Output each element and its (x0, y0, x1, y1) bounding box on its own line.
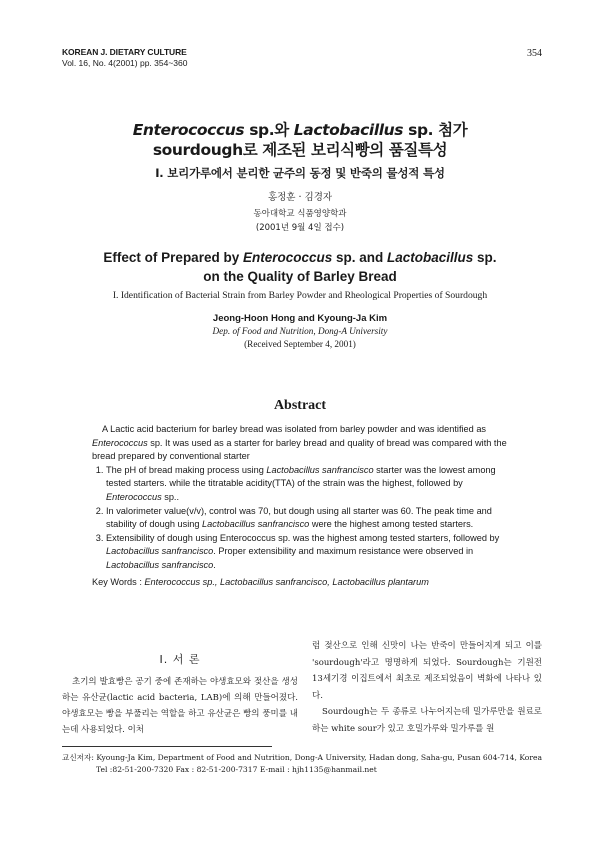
korean-title-text-1: sp.와 (244, 121, 294, 139)
journal-volume: Vol. 16, No. 4(2001) pp. 354~360 (62, 58, 188, 68)
body-left-column (62, 652, 298, 738)
abstract-heading: Abstract (273, 398, 327, 413)
korean-authors: 홍정훈 · 김경자 (267, 192, 333, 203)
body-right-column (312, 638, 542, 737)
english-title-text-1: Effect of Prepared by (103, 250, 243, 265)
english-title-genus-1: Enterococcus (242, 250, 333, 265)
footnote-line-2: Tel :82-51-200-7320 Fax : 82-51-200-7317 E-mail : hjh1135@hanmail.net (96, 765, 377, 774)
finding-2-text-2: were the highest among tested starters. (309, 519, 474, 530)
finding-3-text-1: Extensibility of dough using Enterococcus sp. was the highest among tested starters, followed by (106, 532, 500, 543)
keywords-label: Key Words : (92, 576, 145, 587)
finding-3-species-1: Lactobacillus sanfrancisco (106, 546, 214, 557)
abstract-intro-text-2: sp. It was used as a starter for barley bread and quality of bread was compared with the bread prepared by conventional starter (92, 437, 507, 462)
finding-2-species: Lactobacillus sanfrancisco (202, 519, 310, 530)
finding-3-text-3: . (213, 559, 216, 570)
finding-1-genus: Enterococcus (106, 491, 162, 502)
korean-title-genus-2: Lactobacillus (293, 121, 404, 139)
korean-subtitle: I. 보리가루에서 분리한 균주의 동정 및 반죽의 물성적 특성 (155, 166, 445, 180)
abstract-findings-list (92, 464, 512, 573)
english-title-genus-2: Lactobacillus (387, 250, 474, 265)
keywords (92, 576, 512, 590)
abstract-intro (92, 423, 512, 464)
korean-title-line-2: sourdough로 제조된 보리식빵의 품질특성 (152, 141, 448, 159)
english-title (0, 248, 600, 286)
english-received-date: (Received September 4, 2001) (244, 339, 356, 349)
footnote-line-1: 교신저자: Kyoung-Ja Kim, Department of Food and Nutrition, Dong-A University, Hadan dong, Saha-gu, Pusan 604-714, Korea (62, 753, 543, 762)
abstract-intro-text-1: A Lactic acid bacterium for barley bread was isolated from barley powder and was identified as (102, 424, 487, 434)
abstract-body (92, 423, 512, 589)
corresponding-author-footnote (62, 752, 542, 776)
korean-title-text-2: sp. 첨가 (403, 121, 468, 139)
finding-1-text-2: starter was the lowest among tested starters. while the titratable acidity(TTA) of the strain was the highest, followed by (106, 464, 496, 489)
korean-title-genus-1: Enterococcus (132, 121, 245, 139)
keywords-list: Enterococcus sp., Lactobacillus sanfrancisco, Lactobacillus plantarum (144, 576, 429, 587)
finding-1-text-1: The pH of bread making process using (106, 464, 267, 475)
intro-paragraph-3: Sourdough는 두 종류로 나누어지는데 밀가루만을 원료로 하는 white sour가 있고 호밀가루와 밀가루를 원 (312, 707, 542, 734)
english-title-text-3: sp. (473, 250, 497, 265)
finding-1-text-3: sp.. (161, 491, 180, 502)
journal-name: KOREAN J. DIETARY CULTURE (62, 47, 187, 57)
finding-3-species-2: Lactobacillus sanfrancisco (106, 559, 214, 570)
footnote-divider (62, 746, 272, 747)
abstract-finding-3 (106, 532, 512, 573)
intro-paragraph-1: 초기의 발효빵은 공기 중에 존재하는 야생효모와 젖산을 생성하는 유산균(lactic acid bacteria, LAB)에 의해 만들어졌다. 야생효모는 빵을 부풀리는 역할을 하고 유산균은 빵의 풍미를 내는데 사용되었다. 이처 (62, 677, 298, 735)
section-title-introduction: I. 서 론 (159, 653, 201, 666)
intro-paragraph-2: 럼 젖산으로 인해 신맛이 나는 반죽이 만들어지게 되고 이를 'sourdough'라고 명명하게 되었다. Sourdough는 기원전 13세기경 이집트에서 최초로 제조되었음이 벽화에 나타나 있다. (312, 641, 542, 701)
finding-3-text-2: . Proper extensibility and maximum resistance were observed in (213, 546, 474, 557)
abstract-intro-genus: Enterococcus (92, 437, 148, 448)
english-title-text-2: sp. and (332, 250, 388, 265)
english-title-line-2: on the Quality of Barley Bread (203, 269, 397, 284)
korean-affiliation: 동아대학교 식품영양학과 (253, 209, 347, 219)
korean-title (0, 120, 600, 160)
abstract-finding-2 (106, 505, 512, 532)
journal-header (62, 47, 187, 69)
english-affiliation: Dep. of Food and Nutrition, Dong-A University (212, 326, 388, 336)
english-subtitle: I. Identification of Bacterial Strain from Barley Powder and Rheological Properties of Sourdough (112, 290, 488, 301)
korean-received-date: (2001년 9월 4일 접수) (255, 223, 345, 233)
finding-1-species: Lactobacillus sanfrancisco (266, 464, 374, 475)
abstract-finding-1 (106, 464, 512, 505)
english-authors: Jeong-Hoon Hong and Kyoung-Ja Kim (212, 313, 388, 324)
finding-2-text-1: In valorimeter value(v/v), control was 70, but dough using all starter was 60. The peak time and stability of dough using (106, 505, 492, 530)
page-number: 354 (527, 48, 542, 59)
